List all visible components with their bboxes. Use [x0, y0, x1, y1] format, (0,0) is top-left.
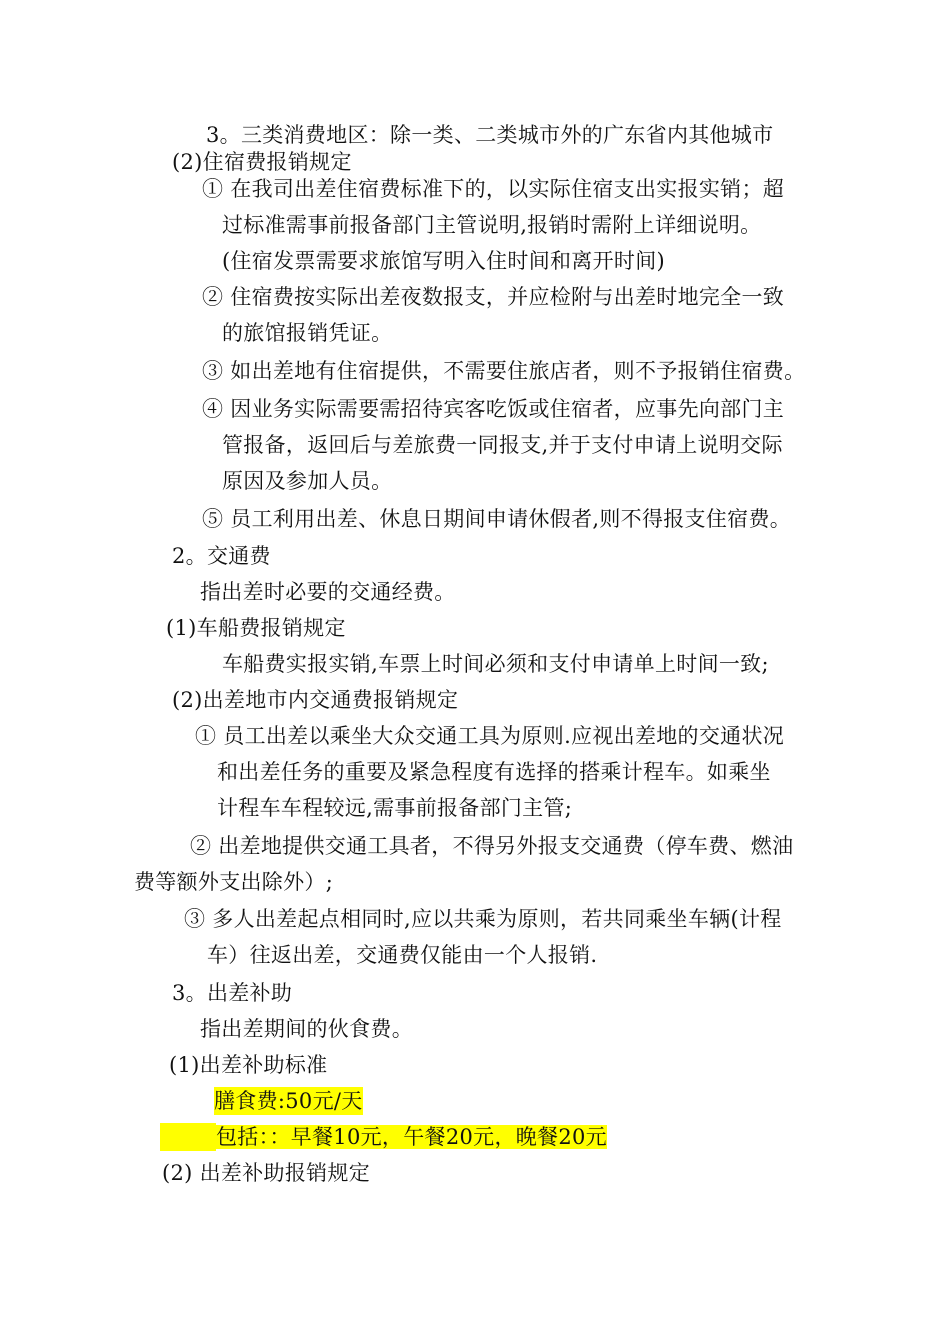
allowance-heading: 3。出差补助: [172, 981, 293, 1005]
lodging-rule-3: ③ 如出差地有住宿提供，不需要住旅店者，则不予报销住宿费。: [202, 359, 806, 383]
lodging-rule-4-line-2: 管报备，返回后与差旅费一同报支,并于支付申请上说明交际: [222, 433, 783, 457]
allowance-definition: 指出差期间的伙食费。: [200, 1017, 413, 1041]
local-transport-rule-3-line-1: ③ 多人出差起点相同时,应以共乘为原则，若共同乘坐车辆(计程: [184, 907, 782, 931]
lodging-rule-4-line-3: 原因及参加人员。: [222, 469, 393, 493]
local-transport-rule-3-line-2: 车）往返出差，交通费仅能由一个人报销.: [207, 943, 598, 967]
fare-rules-heading: (1)车船费报销规定: [166, 616, 346, 640]
local-transport-rule-1-line-3: 计程车车程较远,需事前报备部门主管;: [217, 796, 573, 820]
lodging-rule-2-line-1: ② 住宿费按实际出差夜数报支，并应检附与出差时地完全一致: [202, 285, 785, 309]
transport-definition: 指出差时必要的交通经费。: [200, 580, 456, 604]
lodging-rule-1-line-1: ① 在我司出差住宿费标准下的，以实际住宿支出实报实销；超: [202, 177, 785, 201]
fare-rules-text: 车船费实报实销,车票上时间必须和支付申请单上时间一致;: [222, 652, 769, 676]
allowance-standard-heading: (1)出差补助标准: [169, 1053, 328, 1077]
lodging-rule-4-line-1: ④ 因业务实际需要需招待宾客吃饭或住宿者，应事先向部门主: [202, 397, 785, 421]
lodging-rule-1-line-3: (住宿发票需要求旅馆写明入住时间和离开时间): [222, 249, 665, 273]
lodging-rule-5: ⑤ 员工利用出差、休息日期间申请休假者,则不得报支住宿费。: [202, 507, 792, 531]
lodging-rule-2-line-2: 的旅馆报销凭证。: [222, 321, 393, 345]
transport-heading: 2。交通费: [172, 544, 271, 568]
meal-allowance-rate: 膳食费:50元/天: [214, 1089, 363, 1113]
lodging-rules-heading: (2)住宿费报销规定: [172, 150, 352, 174]
meal-breakdown-row: [160, 1123, 607, 1151]
allowance-claim-rules-heading: (2) 出差补助报销规定: [162, 1161, 371, 1185]
local-transport-rule-1-line-2: 和出差任务的重要及紧急程度有选择的搭乘计程车。如乘坐: [217, 760, 771, 784]
local-transport-heading: (2)出差地市内交通费报销规定: [172, 688, 459, 712]
meal-breakdown-highlight-lead: [160, 1123, 216, 1151]
meal-breakdown-text: 包括：：早餐10元，午餐20元，晚餐20元: [216, 1125, 607, 1149]
local-transport-rule-2-line-1: ② 出差地提供交通工具者，不得另外报支交通费（停车费、燃油: [190, 834, 794, 858]
lodging-rule-1-line-2: 过标准需事前报备部门主管说明,报销时需附上详细说明。: [222, 213, 762, 237]
category-3-region-text: 3。三类消费地区：除一类、二类城市外的广东省内其他城市: [206, 123, 774, 147]
local-transport-rule-2-line-2: 费等额外支出除外）;: [134, 870, 334, 894]
local-transport-rule-1-line-1: ① 员工出差以乘坐大众交通工具为原则.应视出差地的交通状况: [195, 724, 785, 748]
